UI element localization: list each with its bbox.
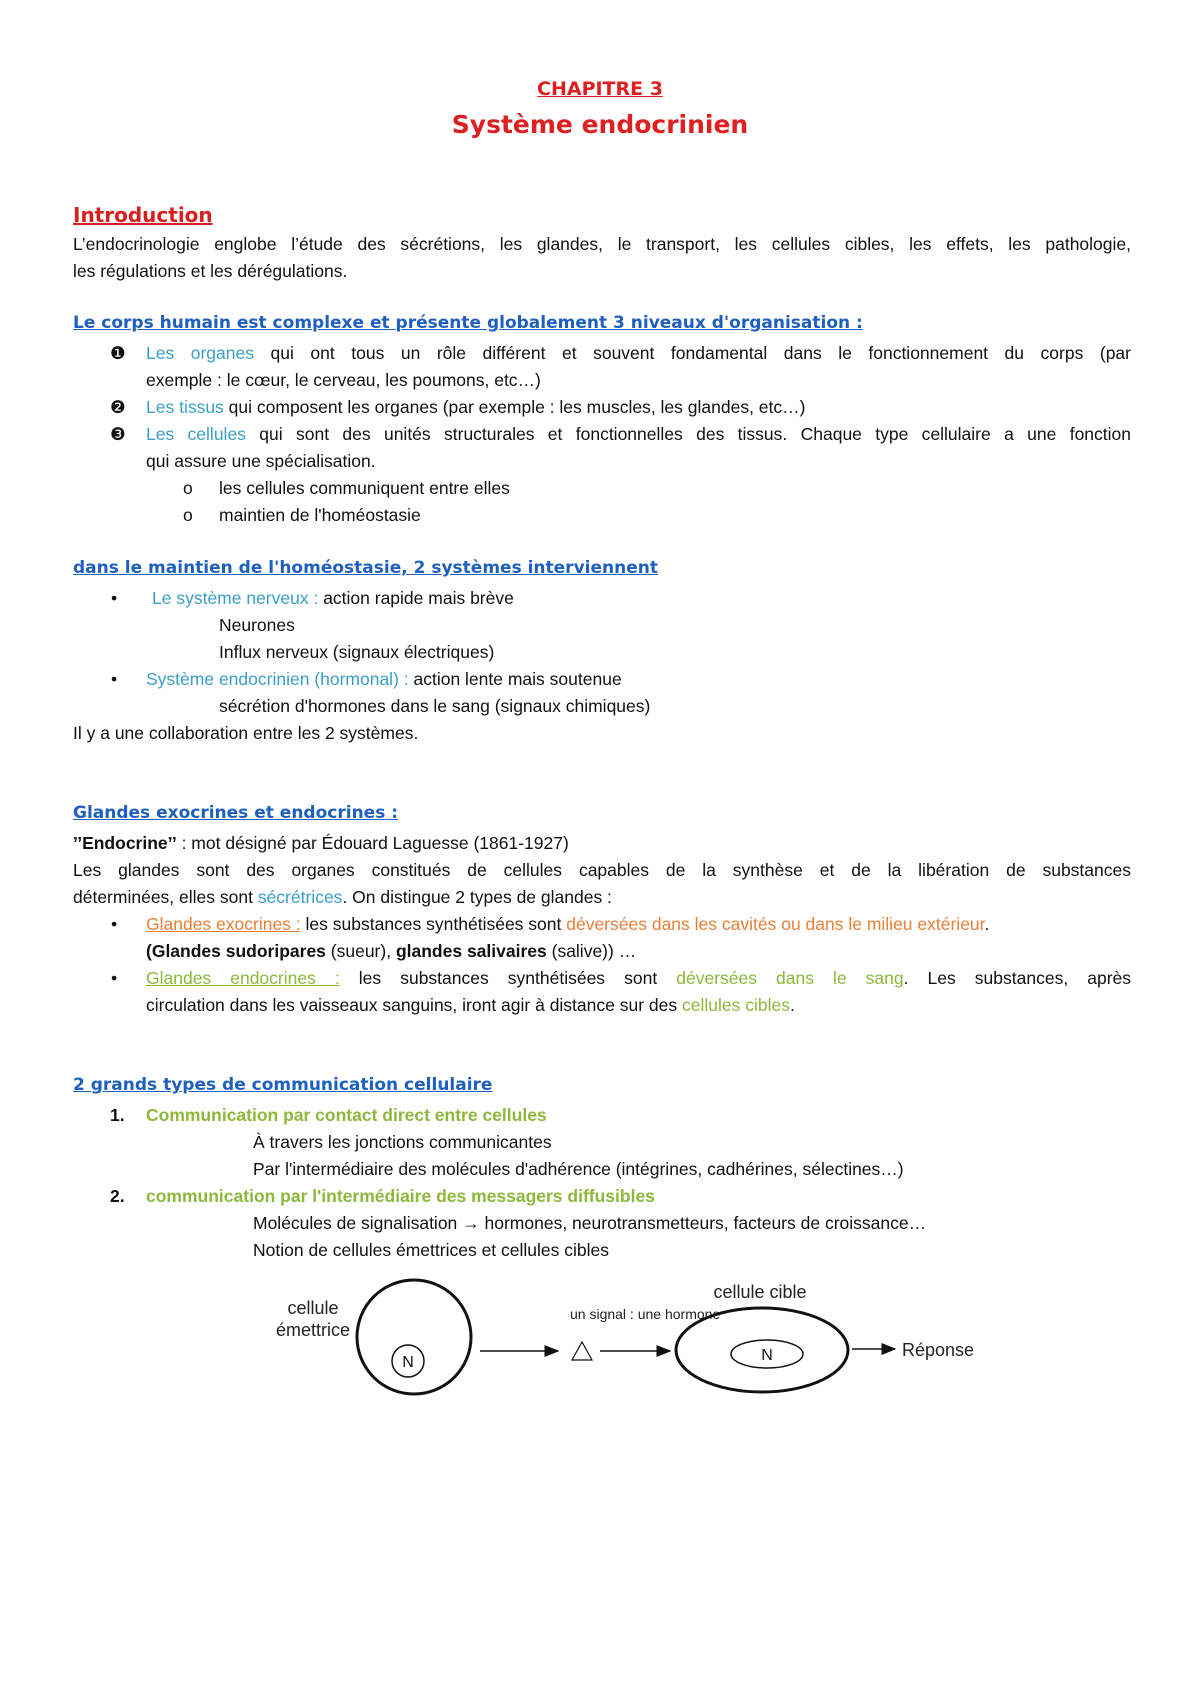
glandes-heading: Glandes exocrines et endocrines : bbox=[73, 803, 399, 823]
target-nucleus-label: N bbox=[761, 1347, 773, 1364]
level-marker-1: ❶ bbox=[110, 343, 126, 363]
endocrine-glandes-line-2 bbox=[146, 992, 795, 1019]
sub-item-2: maintien de l'homéostasie bbox=[219, 505, 421, 525]
endocrine-glandes-term: Glandes endocrines : bbox=[146, 968, 340, 988]
bullet: • bbox=[111, 914, 118, 934]
text: glandes salivaires bbox=[395, 941, 547, 961]
comm-item-1-sub-1: À travers les jonctions communicantes bbox=[253, 1132, 552, 1152]
emitter-label-1: cellule bbox=[287, 1298, 339, 1318]
comm-number-2: 2. bbox=[110, 1186, 125, 1206]
chapter-label: CHAPITRE 3 bbox=[537, 78, 663, 100]
nerveux-sub-1: Neurones bbox=[219, 615, 295, 635]
level-text: qui ont tous un rôle différent et souvent fondamental dans le fonctionnement du corps (par bbox=[253, 343, 1131, 363]
signal-label: un signal : une hormone bbox=[570, 1306, 721, 1322]
comm-item-2-sub-1: Molécules de signalisation → hormones, neurotransmetteurs, facteurs de croissance… bbox=[253, 1213, 927, 1233]
communication-heading: 2 grands types de communication cellulaire bbox=[73, 1075, 493, 1095]
comm-item-1-sub-2: Par l'intermédiaire des molécules d'adhérence (intégrines, cadhérines, sélectines…) bbox=[253, 1159, 904, 1179]
homeostasis-heading: dans le maintien de l'homéostasie, 2 systèmes interviennent bbox=[73, 558, 658, 578]
level-text: qui composent les organes (par exemple : les muscles, les glandes, etc…) bbox=[223, 397, 806, 417]
emitter-label-2: émettrice bbox=[275, 1320, 351, 1340]
level-term: Les organes bbox=[146, 343, 254, 363]
sub-item-1: les cellules communiquent entre elles bbox=[219, 478, 510, 498]
exocrine-term: Glandes exocrines : bbox=[146, 914, 301, 934]
level-marker-3: ❸ bbox=[110, 424, 126, 444]
text: (sueur), bbox=[325, 941, 396, 961]
level-term: Les cellules bbox=[146, 424, 246, 444]
level-text: qui sont des unités structurales et fonctionnelles des tissus. Chaque type cellulaire a une fonction bbox=[245, 424, 1131, 444]
exocrine-line bbox=[146, 911, 989, 938]
nerveux-line bbox=[152, 585, 514, 612]
comm-item-1: Communication par contact direct entre cellules bbox=[146, 1105, 547, 1125]
comm-item-2: communication par l'intermédiaire des messagers diffusibles bbox=[146, 1186, 655, 1206]
level-item-2-line-1 bbox=[146, 394, 805, 421]
intro-line-1: L’endocrinologie englobe l’étude des sécrétions, les glandes, le transport, les cellules cibles, les effets, les pathologie, bbox=[73, 234, 1131, 254]
secretrices-term: sécrétrices bbox=[257, 887, 343, 907]
emitter-cell bbox=[357, 1280, 471, 1394]
endocrine-line bbox=[146, 666, 622, 693]
sub-bullet: o bbox=[183, 505, 193, 525]
signal-diagram bbox=[260, 1270, 1000, 1410]
text: les substances synthétisées sont bbox=[339, 968, 677, 988]
endocrine-word: ’’Endocrine’’ bbox=[73, 833, 177, 853]
levels-heading: Le corps humain est complexe et présente globalement 3 niveaux d'organisation : bbox=[73, 313, 863, 333]
cellules-cibles-term: cellules cibles bbox=[681, 995, 790, 1015]
level-item-3-line-1 bbox=[146, 421, 1131, 448]
page-title: Système endocrinien bbox=[451, 110, 749, 139]
level-term: Les tissus bbox=[146, 397, 224, 417]
bullet: • bbox=[111, 588, 118, 608]
text: les substances synthétisées sont bbox=[300, 914, 567, 934]
endocrine-glandes-line-1 bbox=[146, 965, 1131, 992]
nerveux-term: Le système nerveux : bbox=[152, 588, 319, 608]
level-item-1-line-1 bbox=[146, 340, 1131, 367]
level-marker-2: ❷ bbox=[110, 397, 126, 417]
intro-line-2: les régulations et les dérégulations. bbox=[73, 261, 348, 281]
glandes-para-line-2 bbox=[73, 884, 612, 911]
intro-heading: Introduction bbox=[73, 203, 213, 227]
level-item-1-line-2: exemple : le cœur, le cerveau, les poumons, etc…) bbox=[146, 370, 541, 390]
endocrine-definition bbox=[73, 830, 569, 857]
text: . bbox=[984, 914, 990, 934]
nerveux-text: action rapide mais brève bbox=[318, 588, 514, 608]
endocrine-term: Système endocrinien (hormonal) : bbox=[146, 669, 409, 689]
endocrine-sub: sécrétion d'hormones dans le sang (signaux chimiques) bbox=[219, 696, 651, 716]
emitter-nucleus-label: N bbox=[402, 1354, 414, 1371]
bullet: • bbox=[111, 968, 118, 988]
endocrine-highlight: déversées dans le sang bbox=[676, 968, 904, 988]
endocrine-text: action lente mais soutenue bbox=[408, 669, 622, 689]
target-label: cellule cible bbox=[713, 1282, 807, 1302]
comm-item-2-sub-2: Notion de cellules émettrices et cellules cibles bbox=[253, 1240, 609, 1260]
exocrine-highlight: déversées dans les cavités ou dans le milieu extérieur bbox=[566, 914, 985, 934]
endocrine-definition-text: : mot désigné par Édouard Laguesse (1861-1927) bbox=[176, 833, 569, 853]
bullet: • bbox=[111, 669, 118, 689]
response-label: Réponse bbox=[902, 1340, 975, 1360]
collaboration-line: Il y a une collaboration entre les 2 systèmes. bbox=[73, 723, 419, 743]
comm-number-1: 1. bbox=[110, 1105, 125, 1125]
glandes-para-line-1: Les glandes sont des organes constitués de cellules capables de la synthèse et de la libération de substances bbox=[73, 860, 1131, 880]
text: . bbox=[789, 995, 795, 1015]
hormone-triangle bbox=[572, 1342, 592, 1360]
text: déterminées, elles sont bbox=[73, 887, 258, 907]
text: (Glandes sudoripares bbox=[146, 941, 326, 961]
exocrine-examples bbox=[146, 938, 636, 965]
nerveux-sub-2: Influx nerveux (signaux électriques) bbox=[219, 642, 495, 662]
text: . On distingue 2 types de glandes : bbox=[342, 887, 612, 907]
sub-bullet: o bbox=[183, 478, 193, 498]
text: circulation dans les vaisseaux sanguins, iront agir à distance sur des bbox=[146, 995, 682, 1015]
text: (salive)) … bbox=[546, 941, 637, 961]
text: . Les substances, après bbox=[903, 968, 1132, 988]
level-item-3-line-2: qui assure une spécialisation. bbox=[146, 451, 376, 471]
